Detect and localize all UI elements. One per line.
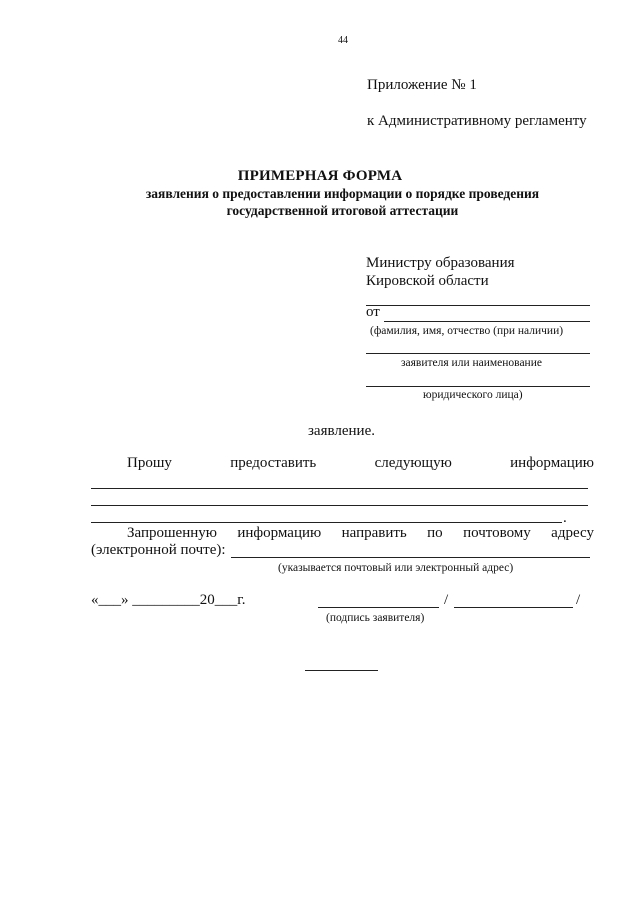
appendix-number: Приложение № 1 (367, 77, 477, 93)
period-mark: . (563, 510, 567, 526)
send-word: почтовому (463, 525, 531, 541)
request-word: предоставить (230, 455, 317, 471)
address-blank-line (231, 557, 590, 558)
from-label: от (366, 304, 380, 320)
date-field: «___» _________20___г. (91, 592, 246, 608)
signature-blank-line (318, 607, 439, 608)
request-sentence (127, 455, 594, 472)
applicant-blank-line-2 (366, 353, 590, 354)
caption-fio: (фамилия, имя, отчество (при наличии) (370, 325, 564, 337)
addressee-blank-line-1 (366, 305, 590, 306)
addressee-line-2: Кировской области (366, 273, 489, 289)
send-sentence-continuation: (электронной почте): (91, 542, 226, 558)
appendix-reference: к Административному регламенту (367, 113, 587, 129)
caption-applicant: заявителя или наименование (401, 357, 542, 369)
caption-address: (указывается почтовый или электронный адрес) (278, 562, 514, 574)
signature-slash-1: / (444, 592, 449, 608)
addressee-line-1: Министру образования (366, 255, 515, 271)
form-subtitle-line-1: заявления о предоставлении информации о порядке проведения (145, 186, 540, 201)
send-word: информацию (237, 525, 322, 541)
request-word: следующую (374, 455, 452, 471)
send-word: по (427, 525, 443, 541)
caption-signature: (подпись заявителя) (326, 612, 425, 624)
applicant-name-line (384, 321, 590, 322)
request-word: информацию (510, 455, 594, 471)
form-subtitle-line-2: государственной итоговой аттестации (226, 203, 459, 218)
form-title: ПРИМЕРНАЯ ФОРМА (237, 168, 403, 184)
send-word: Запрошенную (127, 525, 217, 541)
info-blank-line-2 (91, 505, 588, 506)
send-word: адресу (551, 525, 594, 541)
page-number: 44 (338, 35, 348, 46)
caption-legal-entity: юридического лица) (423, 389, 523, 401)
request-word: Прошу (127, 455, 172, 471)
statement-word: заявление. (308, 423, 375, 439)
send-sentence (127, 525, 594, 542)
info-blank-line-1 (91, 488, 588, 489)
info-blank-line-3 (91, 522, 562, 523)
end-separator-line (305, 670, 378, 671)
send-word: направить (341, 525, 407, 541)
signature-decoding-line (454, 607, 573, 608)
signature-slash-2: / (576, 592, 581, 608)
applicant-blank-line-3 (366, 386, 590, 387)
